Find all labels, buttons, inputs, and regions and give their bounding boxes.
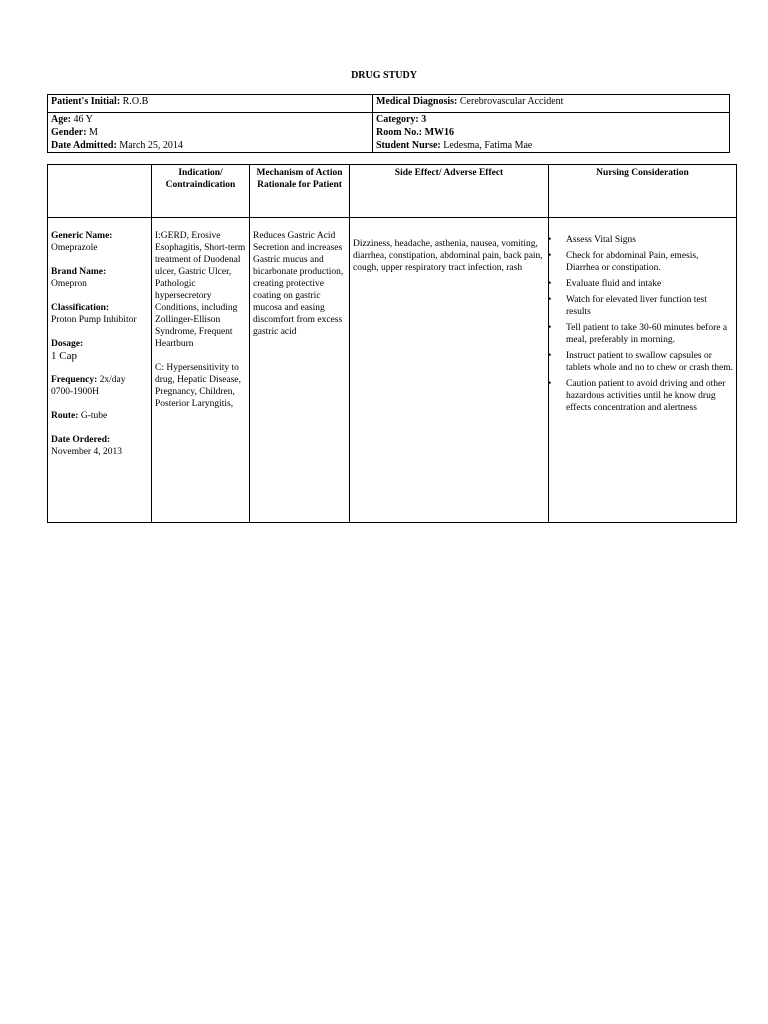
bullet-icon: • <box>548 351 552 361</box>
list-item: • Tell patient to take 30-60 minutes before a meal, preferably in morning. <box>548 323 728 345</box>
side-effect-header: Side Effect/ Adverse Effect <box>350 165 549 218</box>
bullet-icon: • <box>548 235 552 245</box>
date-admitted-label: Date Admitted: <box>51 140 117 151</box>
medical-diagnosis-value: Cerebrovascular Accident <box>459 96 564 107</box>
dosage-value: 1 Cap <box>51 350 77 362</box>
contraindication-text: C: Hypersensitivity to drug, Hepatic Disease, Pregnancy, Children, Posterior Laryngitis, <box>155 363 241 409</box>
brand-name-label: Brand Name: <box>51 267 107 277</box>
category-label: Category: 3 <box>376 114 427 125</box>
age-label: Age: <box>51 114 71 125</box>
brand-name-value: Omepron <box>51 279 87 289</box>
gender-label: Gender: <box>51 127 87 138</box>
classification-label: Classification: <box>51 303 110 313</box>
generic-name-value: Omeprazole <box>51 243 98 253</box>
age-cell <box>48 113 373 127</box>
frequency-value: 2x/day <box>99 375 126 385</box>
bullet-icon: • <box>548 379 552 389</box>
drug-study-table <box>47 164 737 523</box>
patient-initial-value: R.O.B <box>122 96 149 107</box>
route-label: Route: <box>51 411 79 421</box>
mechanism-cell <box>250 218 350 523</box>
student-nurse-cell <box>373 139 730 153</box>
nursing-cell <box>549 218 737 523</box>
room-cell <box>373 126 730 139</box>
patient-info-table <box>47 94 730 153</box>
patient-initial-label: Patient's Initial: <box>51 96 121 107</box>
mechanism-text: Reduces Gastric Acid Secretion and increases Gastric mucus and bicarbonate production, creating protective coating on gastric mucosa and easing discomfort from excess gastric acid <box>253 231 344 337</box>
indication-cell <box>152 218 250 523</box>
nursing-list <box>549 234 733 414</box>
list-item: • Watch for elevated liver function test results <box>548 295 707 317</box>
side-effect-text: Dizziness, headache, asthenia, nausea, vomiting, diarrhea, constipation, abdominal pain, back pain, cough, upper respiratory tract infection, rash <box>353 239 543 273</box>
date-admitted-value: March 25, 2014 <box>119 140 183 151</box>
route-value: G-tube <box>80 411 108 421</box>
document-title: DRUG STUDY <box>351 70 417 81</box>
list-item: • Check for abdominal Pain, emesis, Diarrhea or constipation. <box>548 251 699 273</box>
frequency-label: Frequency: <box>51 375 98 385</box>
gender-cell <box>48 126 373 139</box>
list-item: • Caution patient to avoid driving and other hazardous activities until he know drug effects concentration and alertness <box>548 379 726 413</box>
mechanism-header: Mechanism of Action Rationale for Patient <box>250 165 350 218</box>
date-ordered-label: Date Ordered: <box>51 435 111 445</box>
bullet-icon: • <box>548 295 552 305</box>
patient-initial-cell <box>48 95 373 113</box>
category-cell <box>373 113 730 127</box>
drug-info-cell <box>48 218 152 523</box>
age-value: 46 Y <box>73 114 93 125</box>
medical-diagnosis-cell <box>373 95 730 113</box>
gender-value: M <box>89 127 98 138</box>
bullet-icon: • <box>548 251 552 261</box>
indication-header: Indication/ Contraindication <box>152 165 250 218</box>
medical-diagnosis-label: Medical Diagnosis: <box>376 96 458 107</box>
bullet-icon: • <box>548 323 552 333</box>
room-label: Room No.: MW16 <box>376 127 455 138</box>
student-nurse-label: Student Nurse: <box>376 140 441 151</box>
side-effect-cell <box>350 218 552 523</box>
frequency-time: 0700-1900H <box>51 387 100 397</box>
bullet-icon: • <box>548 279 552 289</box>
date-admitted-cell <box>48 139 373 153</box>
dosage-label: Dosage: <box>51 339 84 349</box>
date-ordered-value: November 4, 2013 <box>51 447 122 457</box>
drug-info-header <box>48 165 152 218</box>
list-item: • Evaluate fluid and intake <box>548 279 662 289</box>
classification-value: Proton Pump Inhibitor <box>51 315 137 325</box>
generic-name-label: Generic Name: <box>51 231 113 241</box>
student-nurse-value: Ledesma, Fatima Mae <box>443 140 533 151</box>
list-item: • Instruct patient to swallow capsules or tablets whole and no to chew or crash them. <box>548 351 733 373</box>
nursing-header: Nursing Consideration <box>549 165 737 218</box>
list-item: • Assess Vital Signs <box>548 235 636 245</box>
indication-text: I:GERD, Erosive Esophagitis, Short-term treatment of Duodenal ulcer, Gastric Ulcer, Pathologic hypersecretory Conditions, including Zollinger-Ellison Syndrome, Frequent Heartburn <box>155 231 246 349</box>
